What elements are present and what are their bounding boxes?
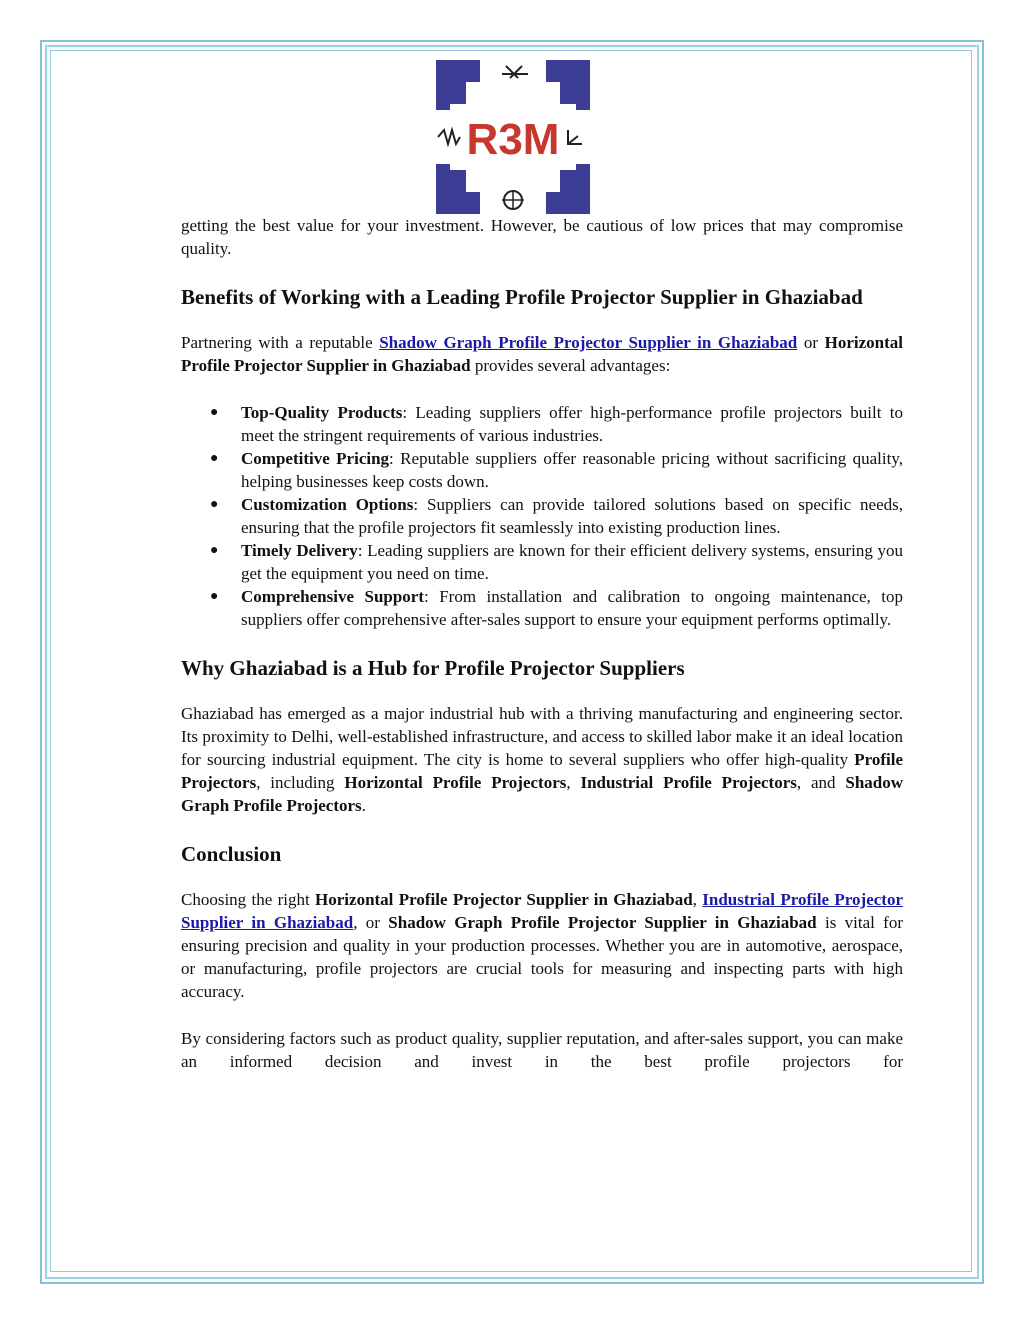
industrial-supplier-link[interactable]: Industrial Profile Projector Supplier in Ghaziabad (181, 890, 904, 932)
text-span: Partnering with a reputable (181, 333, 380, 352)
item-title: Timely Delivery (241, 541, 358, 560)
conclusion-heading: Conclusion (181, 842, 282, 866)
list-item (210, 401, 903, 447)
svg-text:R3M: R3M (466, 115, 560, 164)
article-body (181, 214, 903, 1073)
bold-text: Horizontal Profile Projector Supplier in Ghaziabad (315, 890, 693, 909)
bullet-icon: ● (210, 497, 219, 512)
text-span: Ghaziabad has emerged as a major industrial hub with a thriving manufacturing and engineering sector. Its proximity to Delhi, well-established infrastructure, and access to skilled labor make it an ideal location for sourcing industrial equipment. The city is home to several suppliers who offer high-quality (181, 704, 903, 769)
text-span: is vital for ensuring precision and quality in your production processes. Whether you are in automotive, aerospace, or manufacturing, profile projectors are crucial tools for measuring and inspecting parts with high accuracy. (181, 913, 903, 1001)
benefits-intro-paragraph (181, 331, 903, 377)
bold-text: Horizontal Profile Projectors (344, 773, 567, 792)
shadow-graph-supplier-link[interactable]: Shadow Graph Profile Projector Supplier in Ghaziabad (379, 333, 798, 352)
benefits-list (181, 401, 903, 631)
item-title: Customization Options (241, 495, 414, 514)
intro-tail-paragraph: getting the best value for your investment. However, be cautious of low prices that may compromise quality. (181, 216, 903, 258)
bold-text: Horizontal Profile Projector Supplier in Ghaziabad (181, 333, 903, 375)
bullet-icon: ● (210, 589, 219, 604)
bold-text: Industrial Profile Projectors (580, 773, 797, 792)
item-text: : Suppliers can provide tailored solutions based on specific needs, ensuring that the profile projectors fit seamlessly into existing production lines. (241, 495, 903, 537)
item-title: Comprehensive Support (241, 587, 425, 606)
item-text: : From installation and calibration to ongoing maintenance, top suppliers offer comprehensive after-sales support to ensure your equipment performs optimally. (241, 587, 903, 629)
bold-text: Shadow Graph Profile Projectors (181, 773, 904, 815)
item-title: Competitive Pricing (241, 449, 390, 468)
bullet-icon: ● (210, 451, 219, 466)
item-title: Top-Quality Products (241, 403, 403, 422)
rbm-company-logo (436, 60, 590, 214)
list-item (210, 447, 903, 493)
list-item (210, 585, 903, 631)
list-item (210, 493, 903, 539)
text-span: , (566, 773, 581, 792)
text-span: . (361, 796, 366, 815)
bold-text: Profile Projectors (181, 750, 903, 792)
item-text: : Leading suppliers offer high-performance profile projectors built to meet the stringent requirements of various industries. (241, 403, 903, 445)
text-span: , including (256, 773, 345, 792)
text-span: , and (796, 773, 846, 792)
text-span: , (692, 890, 703, 909)
bold-text: Shadow Graph Profile Projector Supplier in Ghaziabad (388, 913, 817, 932)
item-text: : Leading suppliers are known for their efficient delivery systems, ensuring you get the equipment you need on time. (241, 541, 904, 583)
item-text: : Reputable suppliers offer reasonable pricing without sacrificing quality, helping businesses keep costs down. (241, 449, 903, 491)
text-span: provides several advantages: (470, 356, 671, 375)
text-span: Choosing the right (181, 890, 316, 909)
text-span: or (797, 333, 825, 352)
hub-heading: Why Ghaziabad is a Hub for Profile Projector Suppliers (181, 656, 685, 680)
bullet-icon: ● (210, 543, 219, 558)
text-span: , or (353, 913, 389, 932)
closing-paragraph: By considering factors such as product quality, supplier reputation, and after-sales support, you can make an informed decision and invest in the best profile projectors for (181, 1029, 903, 1071)
bullet-icon: ● (210, 405, 219, 420)
conclusion-paragraph (181, 888, 903, 1003)
hub-paragraph (181, 702, 903, 817)
benefits-heading: Benefits of Working with a Leading Profile Projector Supplier in Ghaziabad (181, 285, 863, 309)
list-item (210, 539, 904, 585)
